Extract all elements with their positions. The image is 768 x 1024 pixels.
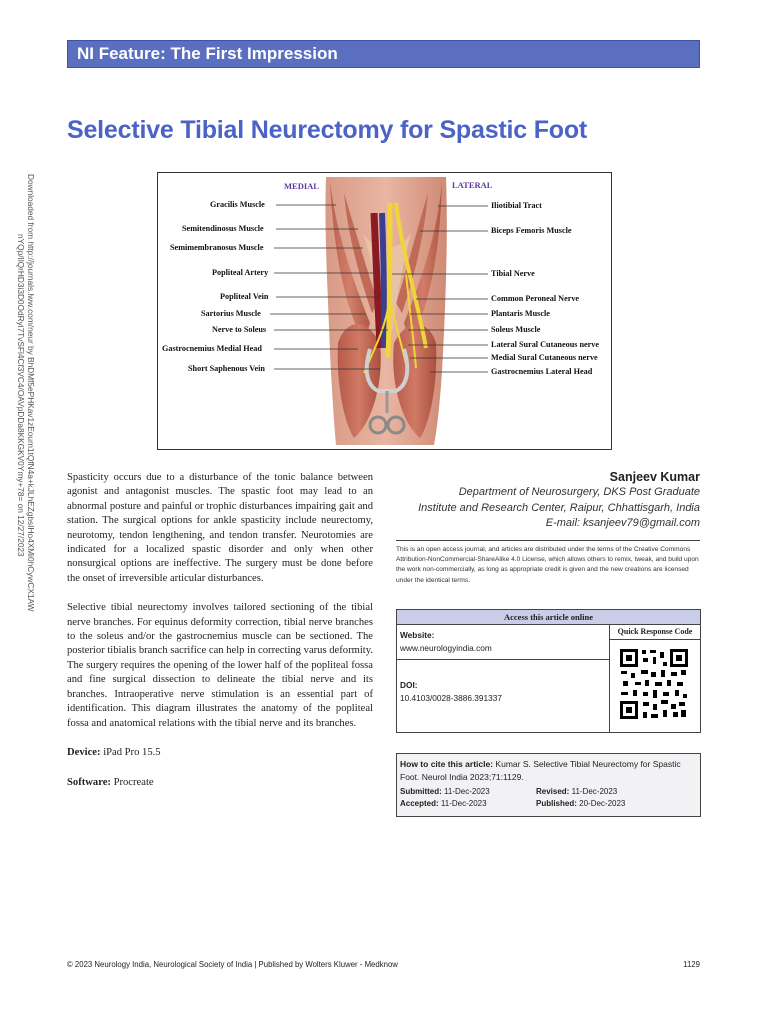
qr-header: Quick Response Code	[610, 625, 700, 640]
website-cell	[397, 625, 609, 660]
label-semitendinosus: Semitendinosus Muscle	[182, 224, 264, 233]
label-biceps-femoris: Biceps Femoris Muscle	[491, 226, 572, 235]
watermark-line-1: Downloaded from http://journals.lww.com/neur by BhDMf5ePHKav1zEoum1tQfN4a+kJLhEZgbsIHo4XMi0hCywCX1AW	[26, 174, 36, 612]
submitted-date: Submitted: 11-Dec-2023	[400, 787, 490, 796]
label-medial-sural: Medial Sural Cutaneous nerve	[491, 353, 598, 362]
license-text: This is an open access journal, and articles are distributed under the terms of the Creative Commons Attribution-NonCommercial-ShareAlike 4.0 License, which allows others to remix, tweak, and build upon the work non-commercially, as long as appropriate credit is given and the new creations are licensed under the identical terms.	[396, 546, 699, 584]
software-label: Software:	[67, 777, 111, 789]
doi-label: DOI:	[400, 680, 418, 690]
citation-dates	[400, 786, 697, 810]
label-lateral-sural: Lateral Sural Cutaneous nerve	[491, 340, 600, 349]
doi-value[interactable]: 10.4103/0028-3886.391337	[400, 692, 502, 703]
watermark-line-2: nYQp/IlQrHD3i3D0OdRyi7TvSFl4Cf3VC4/OAVpDDa8KKGKV0Ymy+78= on 12/27/2023	[16, 234, 26, 557]
license-divider	[396, 540, 700, 541]
label-gracilis: Gracilis Muscle	[210, 200, 265, 209]
qr-code-icon[interactable]	[619, 648, 689, 720]
label-common-peroneal: Common Peroneal Nerve	[491, 294, 580, 303]
label-semimembranosus: Semimembranosus Muscle	[170, 243, 264, 252]
page-footer	[67, 960, 700, 969]
download-watermark	[16, 174, 40, 644]
access-box	[396, 609, 701, 733]
label-popliteal-vein: Popliteal Vein	[220, 292, 269, 301]
footer-copyright: © 2023 Neurology India, Neurological Society of India | Published by Wolters Kluwer - Medknow	[67, 960, 398, 969]
published-date: Published: 20-Dec-2023	[536, 799, 626, 808]
label-sartorius: Sartorius Muscle	[201, 309, 261, 318]
citation-label: How to cite this article:	[400, 759, 494, 769]
medial-heading: MEDIAL	[284, 181, 319, 191]
access-info	[397, 625, 610, 732]
author-affiliation-2: Institute and Research Center, Raipur, Chhattisgarh, India	[418, 501, 700, 514]
page-number: 1129	[683, 960, 700, 969]
label-plantaris: Plantaris Muscle	[491, 309, 550, 318]
device-line	[67, 746, 373, 760]
feature-banner: NI Feature: The First Impression	[67, 40, 700, 68]
lateral-heading: LATERAL	[452, 180, 493, 190]
device-label: Device:	[67, 746, 101, 758]
label-iliotibial-tract: Iliotibial Tract	[491, 201, 542, 210]
website-link[interactable]: www.neurologyindia.com	[400, 642, 492, 653]
author-block	[396, 470, 700, 531]
device-value: iPad Pro 15.5	[103, 746, 161, 758]
anatomy-figure	[157, 172, 612, 450]
paragraph-1: Spasticity occurs due to a disturbance of the tonic balance between agonist and antagonist muscles. The spastic foot may lead to an abnormal posture and painful or trophic disturbances impairing gait and station. The surgical options for ankle spasticity include neurectomy, neurotomy, tendon lengthening, and tendon transfer. Neurotomies are indicated for a localized spastic disorder and only when other nonsurgical options are ineffective. The surgery must be done before the onset of irreversible articular disturbances.	[67, 472, 373, 584]
label-popliteal-artery: Popliteal Artery	[212, 268, 269, 277]
paragraph-2: Selective tibial neurectomy involves tailored sectioning of the tibial nerve branches. For equinus deformity correction, tibial nerve branches to the soleus and/or the gastrocnemius muscle can be sectioned. The posterior tibialis branch sacrifice can help in correcting varus deformity. The surgery requires the opening of the lower half of the popliteal fossa and fine surgical dissection to delineate the tibial nerve and its branches. Intraoperative nerve stimulation is an essential part of identification. This diagram illustrates the anatomy of the popliteal fossa and anatomical relations with the tibial nerve and its branches.	[67, 602, 373, 729]
doi-cell	[397, 675, 609, 704]
label-gastrocnemius-medial: Gastrocnemius Medial Head	[162, 344, 262, 353]
citation-text-line	[400, 758, 697, 783]
label-soleus: Soleus Muscle	[491, 325, 541, 334]
revised-date: Revised: 11-Dec-2023	[536, 787, 618, 796]
citation-box	[396, 753, 701, 817]
software-value: Procreate	[113, 777, 154, 789]
accepted-date: Accepted: 11-Dec-2023	[400, 799, 487, 808]
access-header: Access this article online	[397, 610, 700, 625]
article-title: Selective Tibial Neurectomy for Spastic Foot	[67, 116, 588, 144]
body-text	[67, 471, 373, 807]
author-affiliation-1: Department of Neurosurgery, DKS Post Graduate	[458, 486, 700, 498]
label-gastrocnemius-lateral: Gastrocnemius Lateral Head	[491, 367, 593, 376]
author-email[interactable]: E-mail: ksanjeev79@gmail.com	[545, 517, 700, 530]
label-nerve-to-soleus: Nerve to Soleus	[212, 325, 267, 334]
software-line	[67, 776, 373, 790]
label-short-saphenous-vein: Short Saphenous Vein	[188, 364, 265, 373]
website-label: Website:	[400, 630, 435, 640]
label-tibial-nerve: Tibial Nerve	[491, 269, 535, 278]
author-name: Sanjeev Kumar	[609, 470, 700, 484]
citation-text: Kumar S. Selective Tibial Neurectomy for Spastic Foot. Neurol India 2023;71:1129.	[400, 759, 681, 782]
